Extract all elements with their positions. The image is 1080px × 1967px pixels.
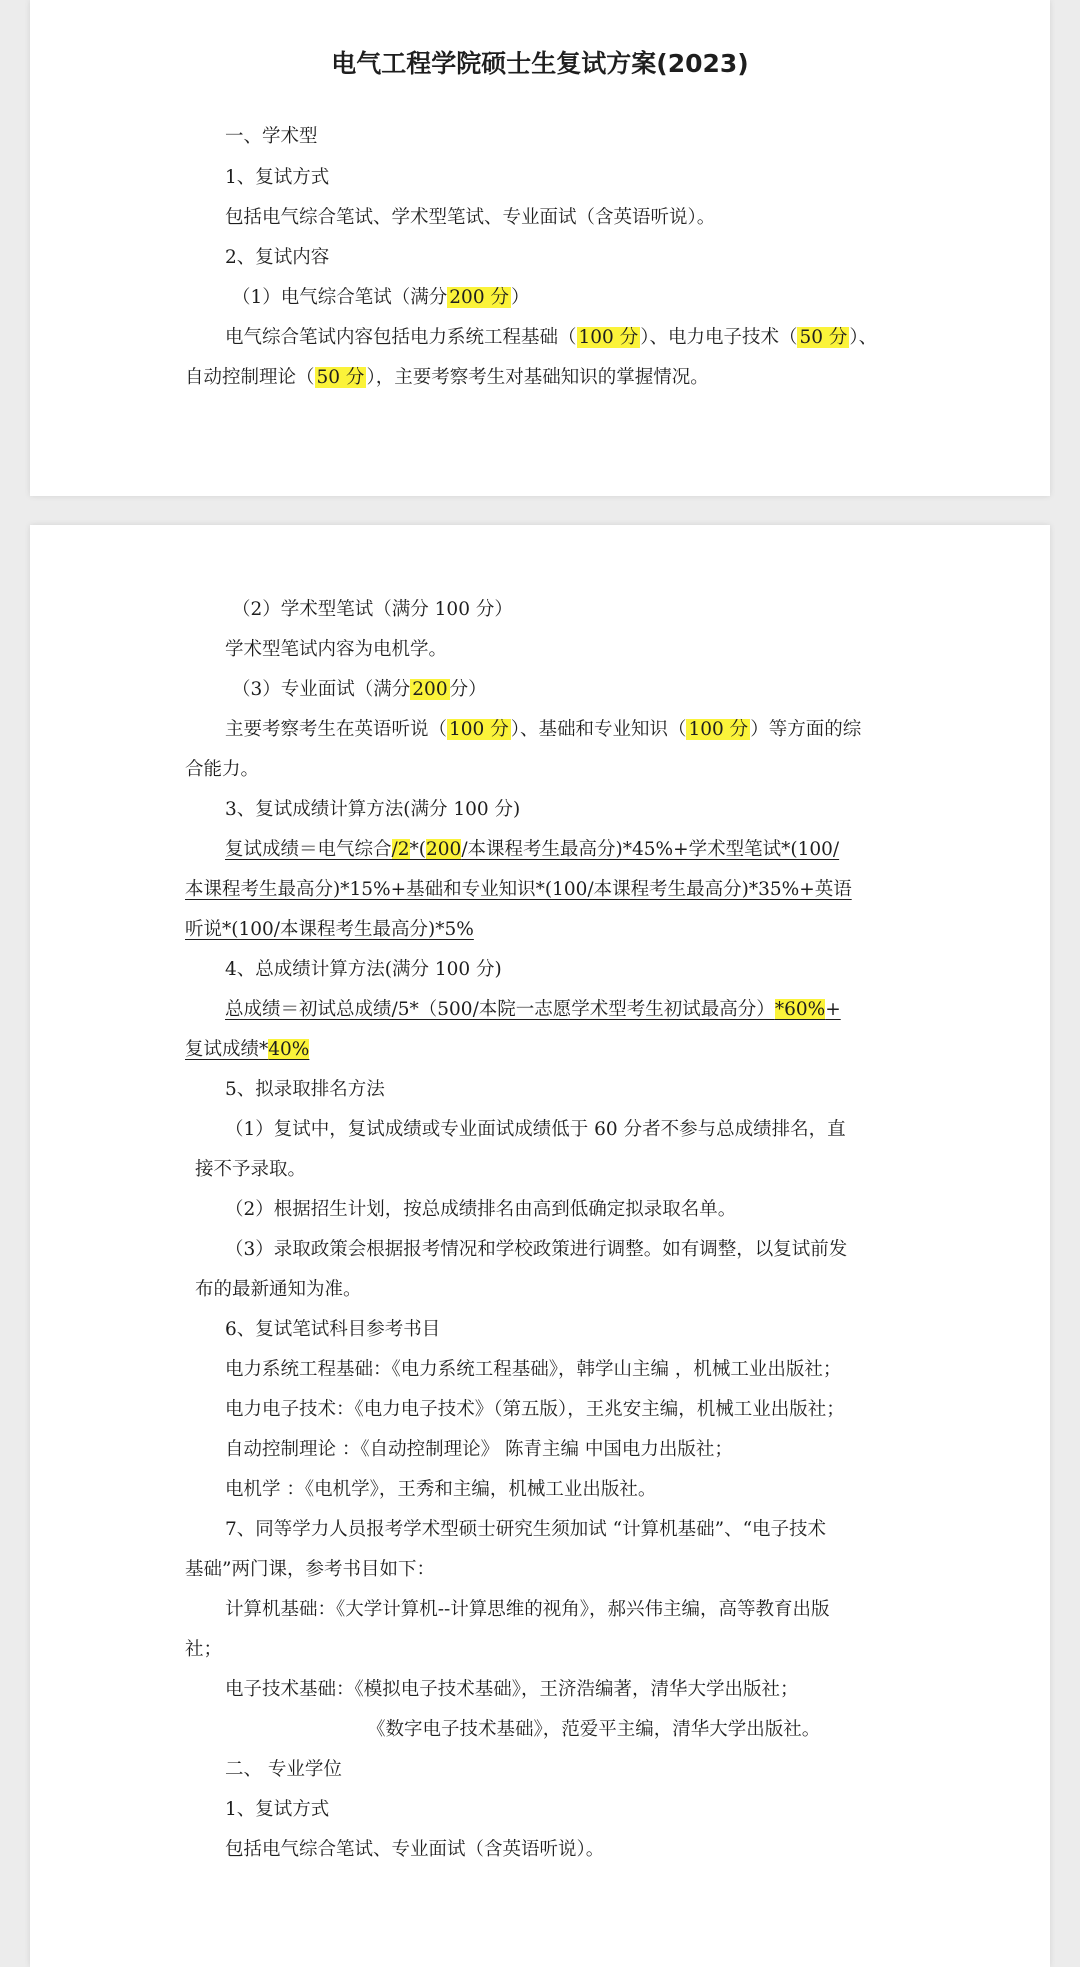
reference-control-theory: 自动控制理论 ：《自动控制理论》 陈青主编 中国电力出版社； (225, 1439, 733, 1460)
document-title: 电气工程学院硕士生复试方案(2023) (331, 49, 749, 78)
highlighted-score: 50 分 (316, 367, 365, 388)
reference-electronics-basics: 电子技术基础：《模拟电子技术基础》，王济浩编著，清华大学出版社； (225, 1679, 799, 1700)
subheading-reference-books: 6、复试笔试科目参考书目 (225, 1319, 441, 1340)
highlighted-score: 100 分 (688, 719, 749, 740)
reference-power-systems: 电力系统工程基础：《电力系统工程基础》，韩学山主编 ，机械工业出版社； (225, 1359, 842, 1380)
text-segment: ），主要考察考生对基础知识的掌握情况。 (366, 367, 709, 388)
item-electrical-written (232, 283, 530, 313)
reference-electric-machines: 电机学 ：《电机学》，王秀和主编，机械工业出版社。 (225, 1479, 657, 1500)
text-segment: /本课程考生最高分)*45%+学术型笔试*(100/ (461, 839, 840, 860)
paragraph-electrical-content-cont (185, 363, 709, 393)
item-academic-written: （2）学术型笔试（满分 100 分） (232, 599, 513, 620)
formula-total-score-cont (185, 1035, 309, 1065)
highlighted-formula-part: 40% (268, 1039, 310, 1060)
section-heading-academic: 一、学术型 (225, 126, 318, 147)
text-segment: （1）电气综合笔试（满分 (232, 287, 448, 308)
text-segment: ）、 (849, 327, 878, 348)
text-segment: 复试成绩* (185, 1039, 269, 1060)
text-segment: ）、基础和专业知识（ (510, 719, 687, 740)
highlighted-formula-part: 200 (426, 839, 462, 860)
reference-power-electronics: 电力电子技术：《电力电子技术》（第五版），王兆安主编，机械工业出版社； (225, 1399, 845, 1420)
paragraph-ranking-1: （1）复试中，复试成绩或专业面试成绩低于 60 分者不参与总成绩排名，直 (225, 1119, 846, 1140)
text-segment: 电气综合笔试内容包括电力系统工程基础（ (225, 327, 577, 348)
text-segment: （3）专业面试（满分 (232, 679, 411, 700)
formula-retest-score-cont: 本课程考生最高分)*15%+基础和专业知识*(100/本课程考生最高分)*35%+英语 (185, 879, 852, 900)
item-interview (232, 675, 487, 705)
text-segment: 总成绩＝初试总成绩/5*（500/本院一志愿学术型考生初试最高分） (225, 999, 775, 1020)
highlighted-formula-part: *60% (774, 999, 826, 1020)
text-segment: ） (510, 287, 530, 308)
highlighted-score: 50 分 (799, 327, 848, 348)
subheading-retest-score-method: 3、复试成绩计算方法(满分 100 分) (225, 799, 521, 820)
text-segment: 复试成绩＝电气综合 (225, 839, 392, 860)
paragraph-electrical-content (225, 323, 877, 353)
paragraph-ranking-3-cont: 布的最新通知为准。 (195, 1279, 362, 1300)
paragraph-interview-content (225, 715, 861, 745)
paragraph-ranking-3: （3）录取政策会根据报考情况和学校政策进行调整。如有调整，以复试前发 (225, 1239, 848, 1260)
highlighted-score: 100 分 (449, 719, 509, 740)
subheading-total-score-method: 4、总成绩计算方法(满分 100 分) (225, 959, 502, 980)
reference-computer-basics-cont: 社； (185, 1639, 223, 1660)
formula-retest-score (225, 835, 839, 865)
paragraph-exam-format-professional: 包括电气综合笔试、专业面试（含英语听说）。 (225, 1839, 605, 1860)
text-segment: + (825, 999, 841, 1020)
subheading-exam-format: 1、复试方式 (225, 167, 330, 188)
document-page-1 (30, 0, 1050, 496)
paragraph-equivalent-applicants: 7、同等学力人员报考学术型硕士研究生须加试 “计算机基础”、“电子技术 (225, 1519, 827, 1540)
text-segment: 主要考察考生在英语听说（ (225, 719, 448, 740)
reference-digital-electronics: 《数字电子技术基础》，范爱平主编，清华大学出版社。 (367, 1719, 821, 1740)
formula-total-score (225, 995, 841, 1025)
text-segment: ）、电力电子技术（ (640, 327, 798, 348)
section-heading-professional: 二、 专业学位 (225, 1759, 342, 1780)
paragraph-equivalent-applicants-cont: 基础”两门课，参考书目如下： (185, 1559, 435, 1580)
highlighted-formula-part: /2 (391, 839, 410, 860)
formula-retest-score-cont2: 听说*(100/本课程考生最高分)*5% (185, 919, 474, 940)
reference-computer-basics: 计算机基础：《大学计算机--计算思维的视角》，郝兴伟主编，高等教育出版 (225, 1599, 830, 1620)
document-page-2 (30, 525, 1050, 1967)
paragraph-academic-content: 学术型笔试内容为电机学。 (225, 639, 448, 660)
text-segment: ）等方面的综 (750, 719, 862, 740)
highlighted-score: 200 (412, 679, 448, 700)
highlighted-score: 100 分 (578, 327, 639, 348)
subheading-ranking-method: 5、拟录取排名方法 (225, 1079, 385, 1100)
paragraph-interview-content-cont: 合能力。 (185, 759, 260, 780)
paragraph-ranking-1-cont: 接不予录取。 (195, 1159, 307, 1180)
paragraph-ranking-2: （2）根据招生计划，按总成绩排名由高到低确定拟录取名单。 (225, 1199, 737, 1220)
paragraph-exam-format: 包括电气综合笔试、学术型笔试、专业面试（含英语听说）。 (225, 207, 716, 228)
subheading-exam-content: 2、复试内容 (225, 247, 330, 268)
text-segment: *( (409, 839, 426, 860)
text-segment: 自动控制理论（ (185, 367, 315, 388)
text-segment: 分） (449, 679, 487, 700)
highlighted-score: 200 分 (449, 287, 509, 308)
subheading-exam-format-professional: 1、复试方式 (225, 1799, 330, 1820)
